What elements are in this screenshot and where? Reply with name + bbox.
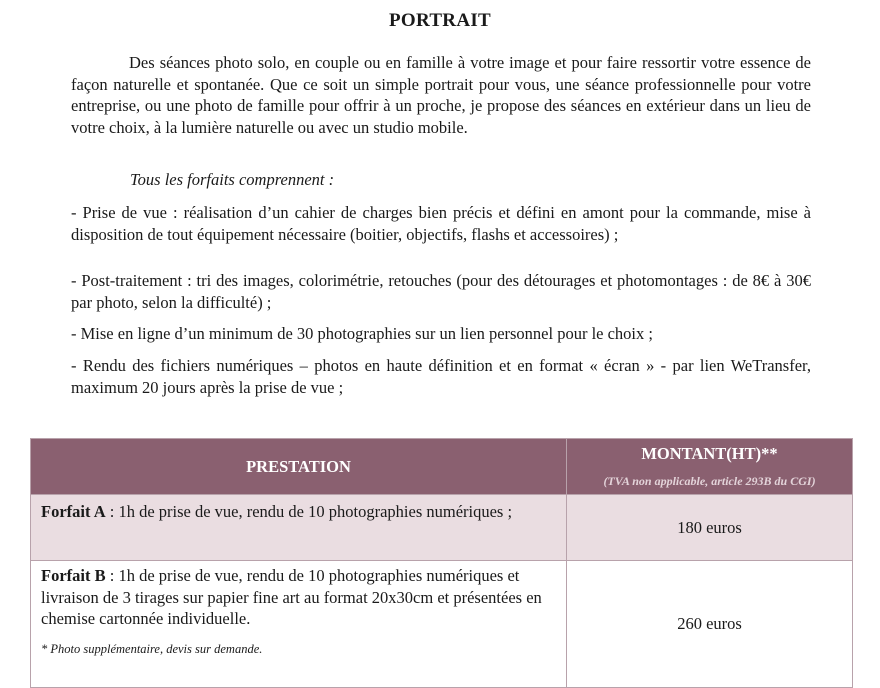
forfait-a-name: Forfait A	[41, 502, 106, 521]
pricing-table	[30, 438, 853, 688]
header-montant: MONTANT(HT)**	[641, 444, 778, 463]
forfait-a-description: : 1h de prise de vue, rendu de 10 photographies numériques ;	[105, 502, 513, 521]
forfait-a-description-cell	[31, 495, 567, 561]
intro-paragraph: Des séances photo solo, en couple ou en famille à votre image et pour faire ressortir votre essence de façon naturelle et spontanée. Que ce soit un simple portrait pour vous, une séance professionnelle pour votre entreprise, ou une photo de famille pour offrir à un proche, je propose des séances en extérieur dans un lieu de votre choix, à la lumière naturelle ou avec un studio mobile.	[71, 53, 811, 137]
table-row	[31, 495, 853, 561]
header-montant-cell	[567, 439, 853, 495]
pricing-table-header	[31, 439, 853, 495]
header-montant-vat-note: (TVA non applicable, article 293B du CGI)	[603, 473, 816, 488]
included-item-file-delivery: - Rendu des fichiers numériques – photos en haute définition et en format « écran » - par lien WeTransfer, maximum 20 jours après la prise de vue ;	[71, 356, 811, 397]
forfait-b-description: : 1h de prise de vue, rendu de 10 photographies numériques et livraison de 3 tirages sur papier fine art au format 20x30cm et présentées en chemise cartonnée individuelle.	[41, 566, 542, 628]
forfait-a-amount: 180 euros	[567, 495, 853, 561]
extra-photo-footnote: * Photo supplémentaire, devis sur demande.	[41, 641, 263, 656]
included-item-online-gallery: - Mise en ligne d’un minimum de 30 photographies sur un lien personnel pour le choix ;	[71, 324, 653, 343]
included-heading: Tous les forfaits comprennent :	[130, 170, 335, 189]
included-item-post-processing: - Post-traitement : tri des images, colorimétrie, retouches (pour des détourages et photomontages : de 8€ à 30€ par photo, selon la difficulté) ;	[71, 271, 811, 312]
forfait-b-amount: 260 euros	[567, 561, 853, 688]
included-item-shooting: - Prise de vue : réalisation d’un cahier de charges bien précis et défini en amont pour la commande, mise à disposition de tout équipement nécessaire (boitier, objectifs, flashs et accessoires) ;	[71, 203, 811, 244]
header-prestation: PRESTATION	[31, 439, 567, 495]
forfait-b-name: Forfait B	[41, 566, 106, 585]
table-row	[31, 561, 853, 688]
forfait-b-description-cell	[31, 561, 567, 688]
page-title: PORTRAIT	[388, 10, 492, 31]
